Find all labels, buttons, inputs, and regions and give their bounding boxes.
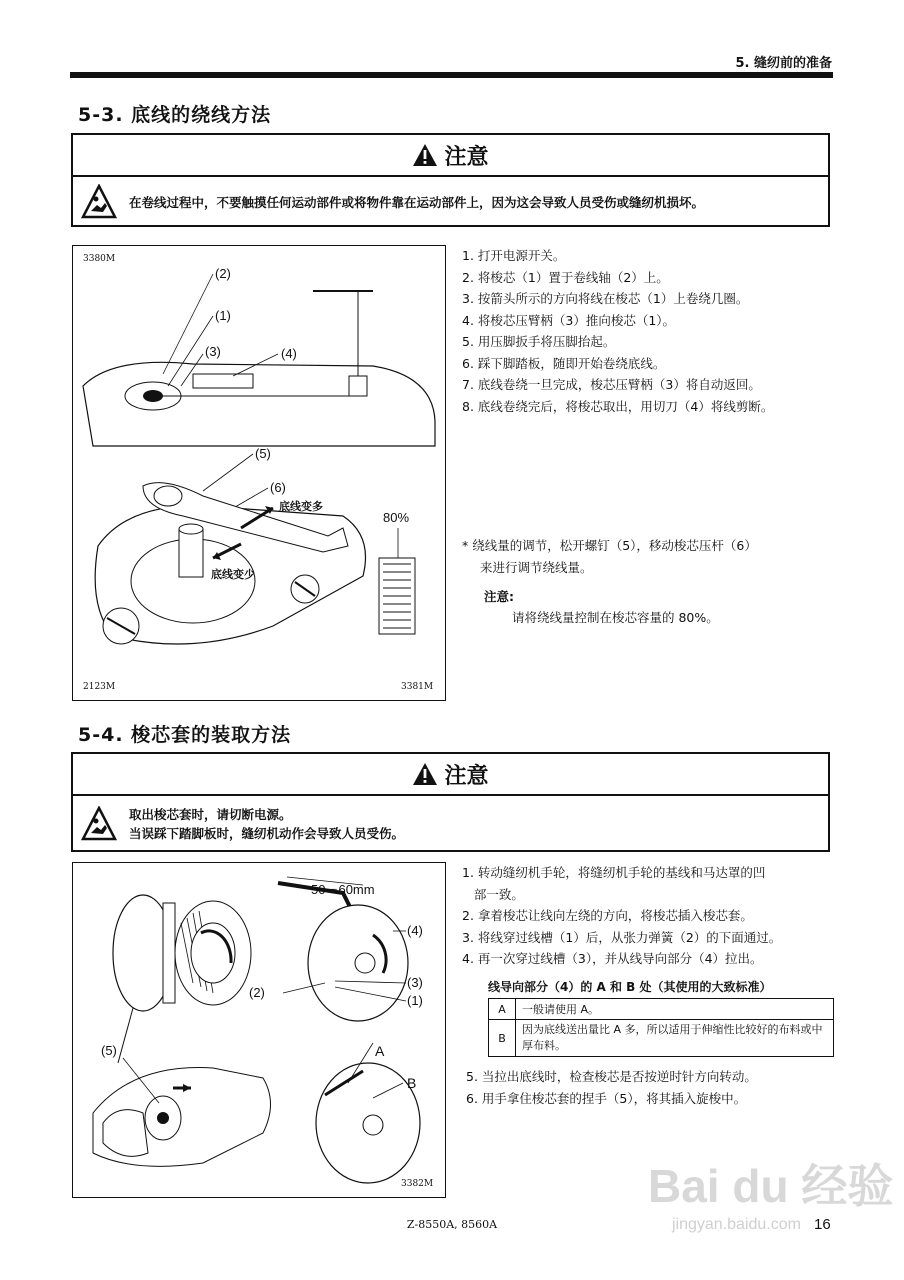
header-rule xyxy=(70,72,833,78)
label-more-thread: 底线变多 xyxy=(279,500,323,513)
figure-code-bottom-left: 2123M xyxy=(83,682,116,692)
section-title-bobbin-winding: 5-3. 底线的绕线方法 xyxy=(78,104,272,126)
caution-header-1 xyxy=(73,135,828,177)
watermark-url: jingyan.baidu.com xyxy=(672,1216,801,1233)
step-3: 3. 按箭头所示的方向将线在梭芯（1）上卷绕几圈。 xyxy=(462,291,749,306)
warning-triangle-icon xyxy=(412,143,438,167)
caution-text-2-line-1: 取出梭芯套时，请切断电源。 xyxy=(129,807,292,822)
label-cutter: (4) xyxy=(281,346,297,361)
hand-hazard-icon xyxy=(81,184,117,220)
warning-triangle-icon xyxy=(412,762,438,786)
caution-box-2 xyxy=(71,752,830,852)
caution-title-2: 注意 xyxy=(444,763,489,789)
winder-illustration xyxy=(73,246,445,700)
label-position-a: A xyxy=(375,1043,385,1059)
label-presser-lever: (6) xyxy=(270,480,286,495)
step-6: 6. 踩下脚踏板，随即开始卷绕底线。 xyxy=(462,355,666,371)
watermark-logo: Bai du 经验 xyxy=(648,1160,894,1212)
section-title-bobbin-case: 5-4. 梭芯套的装取方法 xyxy=(78,724,292,746)
label-latch: (5) xyxy=(101,1043,117,1058)
adjust-note xyxy=(462,535,757,578)
step-4: 4. 将梭芯压臂柄（3）推向梭芯（1）。 xyxy=(462,312,676,328)
figure-code-top: 3380M xyxy=(83,254,116,264)
label-screw: (5) xyxy=(255,446,271,461)
step-1: 1. 打开电源开关。 xyxy=(462,248,566,263)
case-step-6: 6. 用手拿住梭芯套的捏手（5），将其插入旋梭中。 xyxy=(466,1090,747,1106)
chapter-header: 5. 缝纫前的准备 xyxy=(735,56,832,71)
step-5: 5. 用压脚扳手将压脚抬起。 xyxy=(462,334,616,349)
label-less-thread: 底线变少 xyxy=(211,568,255,581)
case-step-2: 2. 拿着梭芯让线向左绕的方向，将梭芯插入梭芯套。 xyxy=(462,908,753,923)
caution-title-1: 注意 xyxy=(444,144,489,170)
figure-code-2: 3382M xyxy=(401,1179,434,1189)
step-8: 8. 底线卷绕完后，将梭芯取出，用切刀（4）将线剪断。 xyxy=(462,398,774,414)
label-bobbin-winder-shaft: (2) xyxy=(215,266,231,281)
label-80-percent: 80% xyxy=(383,510,410,525)
bobbin-case-steps xyxy=(462,862,781,970)
label-thread-guide: (4) xyxy=(407,923,423,938)
bobbin-case-illustration xyxy=(73,863,445,1197)
figure-bobbin-case xyxy=(72,862,446,1198)
footer-model: Z-8550A, 8560A xyxy=(406,1218,498,1231)
case-step-1-cont: 部一致。 xyxy=(462,886,524,902)
guide-text-a: 一般请使用 A。 xyxy=(516,999,834,1020)
step-7: 7. 底线卷绕一旦完成，梭芯压臂柄（3）将自动返回。 xyxy=(462,377,761,392)
label-tension-spring: (2) xyxy=(249,985,265,1000)
figure-code-bottom-right: 3381M xyxy=(401,682,434,692)
guide-text-b: 因为底线送出量比 A 多，所以适用于伸缩性比较好的布料或中厚布料。 xyxy=(516,1020,834,1057)
case-step-1: 1. 转动缝纫机手轮，将缝纫机手轮的基线和马达罩的凹 xyxy=(462,865,766,880)
note-text: 请将绕线量控制在梭芯容量的 80%。 xyxy=(512,610,719,625)
label-thread-slot-3: (3) xyxy=(407,975,423,990)
guide-key-b: B xyxy=(489,1020,516,1057)
winding-steps xyxy=(462,245,773,417)
label-bobbin-presser-arm: (3) xyxy=(205,344,221,359)
caution-text-2-line-2: 当误踩下踏脚板时，缝纫机动作会导致人员受伤。 xyxy=(129,826,405,841)
label-bobbin: (1) xyxy=(215,308,231,323)
case-step-5: 5. 当拉出底线时，检查梭芯是否按逆时针方向转动。 xyxy=(466,1069,757,1084)
table-row xyxy=(489,1020,834,1057)
hand-hazard-icon xyxy=(81,806,117,842)
guide-key-a: A xyxy=(489,999,516,1020)
note-title: 注意: xyxy=(484,589,514,604)
table-row xyxy=(489,999,834,1020)
caution-box-1 xyxy=(71,133,830,227)
step-2: 2. 将梭芯（1）置于卷线轴（2）上。 xyxy=(462,269,669,285)
adjust-note-line-2: 来进行调节绕线量。 xyxy=(480,559,593,575)
caution-header-2 xyxy=(73,754,828,796)
page-number: 16 xyxy=(814,1216,831,1233)
case-step-4: 4. 再一次穿过线槽（3），并从线导向部分（4）拉出。 xyxy=(462,951,763,966)
adjust-note-line-1: * 绕线量的调节，松开螺钉（5），移动梭芯压杆（6） xyxy=(462,538,757,553)
case-step-3: 3. 将线穿过线槽（1）后，从张力弹簧（2）的下面通过。 xyxy=(462,929,782,945)
bobbin-case-steps-2 xyxy=(466,1066,757,1109)
guide-table-title: 线导向部分（4）的 A 和 B 处（其使用的大致标准） xyxy=(488,980,772,994)
figure-bobbin-winder xyxy=(72,245,446,701)
caution-text-1: 在卷线过程中，不要触摸任何运动部件或将物件靠在运动部件上，因为这会导致人员受伤或缝纫机损坏。 xyxy=(129,194,705,210)
guide-table xyxy=(488,998,834,1057)
label-position-b: B xyxy=(407,1075,417,1091)
label-thread-slot-1: (1) xyxy=(407,993,423,1008)
label-distance: 50－60mm xyxy=(311,882,375,897)
